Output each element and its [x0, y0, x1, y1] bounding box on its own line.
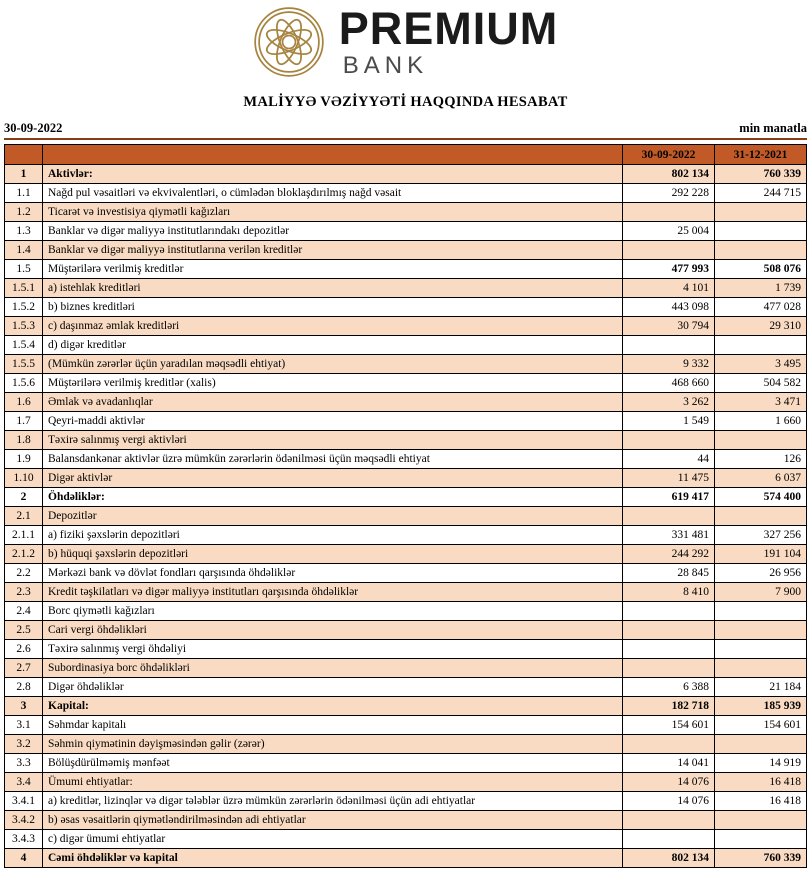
header-cell-label [43, 145, 623, 165]
row-number: 3.2 [5, 735, 43, 754]
table-row [5, 355, 807, 374]
table-row [5, 203, 807, 222]
row-label: Səhmdar kapitalı [43, 716, 623, 735]
row-value-prior: 185 939 [715, 697, 807, 716]
row-label: Balansdankənar aktivlər üzrə mümkün zərərlərin ödənilməsi üçün məqsədli ehtiyat [43, 450, 623, 469]
row-value-current: 8 410 [623, 583, 715, 602]
table-row [5, 602, 807, 621]
row-value-prior [715, 735, 807, 754]
row-value-prior [715, 811, 807, 830]
table-row [5, 792, 807, 811]
row-value-current: 6 388 [623, 678, 715, 697]
row-label: a) istehlak kreditləri [43, 279, 623, 298]
table-row [5, 374, 807, 393]
row-value-prior: 244 715 [715, 184, 807, 203]
row-number: 1.8 [5, 431, 43, 450]
row-value-current: 3 262 [623, 393, 715, 412]
table-row [5, 507, 807, 526]
row-value-current [623, 640, 715, 659]
row-number: 1.5.2 [5, 298, 43, 317]
table-row [5, 697, 807, 716]
row-number: 3.4.1 [5, 792, 43, 811]
row-label: d) digər kreditlər [43, 336, 623, 355]
row-label: Banklar və digər maliyyə institutlarına verilən kreditlər [43, 241, 623, 260]
row-label: Digər öhdəliklər [43, 678, 623, 697]
meta-row [4, 121, 807, 140]
row-number: 1.5.3 [5, 317, 43, 336]
row-value-prior: 154 601 [715, 716, 807, 735]
row-number: 1.9 [5, 450, 43, 469]
row-number: 1.10 [5, 469, 43, 488]
row-number: 3.4 [5, 773, 43, 792]
row-value-current: 28 845 [623, 564, 715, 583]
row-label: Digər aktivlər [43, 469, 623, 488]
table-row [5, 811, 807, 830]
table-row [5, 545, 807, 564]
table-row [5, 659, 807, 678]
row-number: 3.1 [5, 716, 43, 735]
table-row [5, 317, 807, 336]
table-row [5, 640, 807, 659]
table-row [5, 773, 807, 792]
row-value-prior: 7 900 [715, 583, 807, 602]
row-value-current: 331 481 [623, 526, 715, 545]
table-row [5, 431, 807, 450]
row-label: Cari vergi öhdəlikləri [43, 621, 623, 640]
row-value-prior: 760 339 [715, 849, 807, 868]
row-value-prior [715, 203, 807, 222]
row-number: 1.7 [5, 412, 43, 431]
row-value-prior: 327 256 [715, 526, 807, 545]
row-value-prior: 126 [715, 450, 807, 469]
row-number: 2.6 [5, 640, 43, 659]
currency-unit-label: min manatla [739, 121, 807, 135]
row-label: Kapital: [43, 697, 623, 716]
header-cell-number [5, 145, 43, 165]
row-value-current [623, 507, 715, 526]
row-value-prior [715, 241, 807, 260]
row-value-prior: 760 339 [715, 165, 807, 184]
row-value-current: 619 417 [623, 488, 715, 507]
row-value-current [623, 241, 715, 260]
row-value-prior: 574 400 [715, 488, 807, 507]
row-value-prior [715, 222, 807, 241]
row-number: 2.8 [5, 678, 43, 697]
report-header [4, 4, 807, 140]
row-label: Mərkəzi bank və dövlət fondları qarşısında öhdəliklər [43, 564, 623, 583]
row-value-current: 443 098 [623, 298, 715, 317]
row-number: 3.3 [5, 754, 43, 773]
row-value-current: 468 660 [623, 374, 715, 393]
row-number: 3 [5, 697, 43, 716]
row-number: 2 [5, 488, 43, 507]
row-label: a) kreditlər, lizinqlər və digər tələblər üzrə mümkün zərərlərin ödənilməsi üçün adi ehtiyatlar [43, 792, 623, 811]
row-number: 1.5.4 [5, 336, 43, 355]
table-row [5, 849, 807, 868]
row-value-prior: 26 956 [715, 564, 807, 583]
row-label: (Mümkün zərərlər üçün yaradılan məqsədli ehtiyat) [43, 355, 623, 374]
row-value-prior: 29 310 [715, 317, 807, 336]
row-number: 1.6 [5, 393, 43, 412]
row-number: 1.5.1 [5, 279, 43, 298]
logo-brand-name: PREMIUM [338, 3, 559, 54]
row-label: Təxirə salınmış vergi öhdəliyi [43, 640, 623, 659]
table-row [5, 184, 807, 203]
table-row [5, 260, 807, 279]
row-number: 2.1.1 [5, 526, 43, 545]
row-value-prior: 191 104 [715, 545, 807, 564]
row-value-current: 14 041 [623, 754, 715, 773]
row-value-prior [715, 431, 807, 450]
row-number: 1.3 [5, 222, 43, 241]
row-number: 1.5.6 [5, 374, 43, 393]
row-number: 2.1.2 [5, 545, 43, 564]
table-row [5, 583, 807, 602]
row-value-prior: 477 028 [715, 298, 807, 317]
report-title: MALİYYƏ VƏZİYYƏTİ HAQQINDA HESABAT [243, 94, 568, 110]
row-label: Aktivlər: [43, 165, 623, 184]
row-value-prior: 504 582 [715, 374, 807, 393]
row-value-current [623, 621, 715, 640]
row-value-current: 14 076 [623, 773, 715, 792]
row-number: 3.4.3 [5, 830, 43, 849]
header-cell-prior-period: 31-12-2021 [715, 145, 807, 165]
statement-table-body [5, 165, 807, 868]
table-row [5, 298, 807, 317]
row-label: Depozitlər [43, 507, 623, 526]
statement-table [4, 144, 807, 868]
row-label: Kredit təşkilatları və digər maliyyə institutları qarşısında öhdəliklər [43, 583, 623, 602]
table-row [5, 241, 807, 260]
row-value-current: 477 993 [623, 260, 715, 279]
table-row [5, 222, 807, 241]
table-row [5, 830, 807, 849]
row-number: 2.4 [5, 602, 43, 621]
row-value-current: 154 601 [623, 716, 715, 735]
table-row [5, 393, 807, 412]
row-label: Müştərilərə verilmiş kreditlər (xalis) [43, 374, 623, 393]
row-label: b) biznes kreditləri [43, 298, 623, 317]
row-label: c) daşınmaz əmlak kreditləri [43, 317, 623, 336]
row-label: Səhmin qiymətinin dəyişməsindən gəlir (zərər) [43, 735, 623, 754]
row-value-current [623, 336, 715, 355]
row-value-current: 244 292 [623, 545, 715, 564]
row-label: Öhdəliklər: [43, 488, 623, 507]
table-row [5, 621, 807, 640]
row-label: Nağd pul vəsaitləri və ekvivalentləri, o cümlədən bloklaşdırılmış nağd vəsait [43, 184, 623, 203]
row-label: Ticarət və investisiya qiymətli kağızları [43, 203, 623, 222]
table-row [5, 716, 807, 735]
row-value-prior: 3 495 [715, 355, 807, 374]
row-label: Subordinasiya borc öhdəlikləri [43, 659, 623, 678]
row-label: b) əsas vəsaitlərin qiymətləndirilməsindən adi ehtiyatlar [43, 811, 623, 830]
row-value-current: 292 228 [623, 184, 715, 203]
premium-bank-emblem-icon [253, 6, 325, 78]
table-row [5, 279, 807, 298]
row-label: c) digər ümumi ehtiyatlar [43, 830, 623, 849]
row-number: 1.1 [5, 184, 43, 203]
table-row [5, 678, 807, 697]
table-header-row [5, 145, 807, 165]
table-row [5, 735, 807, 754]
row-label: Əmlak və avadanlıqlar [43, 393, 623, 412]
row-value-prior: 16 418 [715, 773, 807, 792]
row-value-prior: 21 184 [715, 678, 807, 697]
row-value-current [623, 659, 715, 678]
row-label: Bölüşdürülməmiş mənfəət [43, 754, 623, 773]
row-number: 1.5 [5, 260, 43, 279]
row-value-current: 802 134 [623, 849, 715, 868]
table-row [5, 754, 807, 773]
table-row [5, 450, 807, 469]
row-number: 2.2 [5, 564, 43, 583]
row-label: Müştərilərə verilmiş kreditlər [43, 260, 623, 279]
row-number: 2.3 [5, 583, 43, 602]
row-value-current [623, 602, 715, 621]
table-row [5, 412, 807, 431]
row-value-current [623, 811, 715, 830]
row-value-prior [715, 602, 807, 621]
row-label: Banklar və digər maliyyə institutlarındakı depozitlər [43, 222, 623, 241]
row-label: Təxirə salınmış vergi aktivləri [43, 431, 623, 450]
row-value-current: 30 794 [623, 317, 715, 336]
row-number: 3.4.2 [5, 811, 43, 830]
row-label: Qeyri-maddi aktivlər [43, 412, 623, 431]
row-number: 2.1 [5, 507, 43, 526]
row-value-current [623, 735, 715, 754]
row-number: 1 [5, 165, 43, 184]
row-value-current: 14 076 [623, 792, 715, 811]
header-cell-current-period: 30-09-2022 [623, 145, 715, 165]
row-value-prior: 14 919 [715, 754, 807, 773]
row-value-prior: 508 076 [715, 260, 807, 279]
row-value-current: 4 101 [623, 279, 715, 298]
row-label: Ümumi ehtiyatlar: [43, 773, 623, 792]
row-value-prior [715, 659, 807, 678]
row-value-current: 182 718 [623, 697, 715, 716]
table-row [5, 469, 807, 488]
table-row [5, 165, 807, 184]
row-value-current: 802 134 [623, 165, 715, 184]
table-row [5, 488, 807, 507]
row-label: Borc qiymətli kağızları [43, 602, 623, 621]
row-label: Cəmi öhdəliklər və kapital [43, 849, 623, 868]
logo-text [338, 3, 559, 79]
row-number: 1.4 [5, 241, 43, 260]
row-value-current: 11 475 [623, 469, 715, 488]
row-value-prior: 6 037 [715, 469, 807, 488]
table-row [5, 526, 807, 545]
row-value-current [623, 203, 715, 222]
row-value-prior [715, 621, 807, 640]
row-number: 2.5 [5, 621, 43, 640]
row-number: 1.5.5 [5, 355, 43, 374]
row-value-current [623, 431, 715, 450]
row-value-prior [715, 830, 807, 849]
row-value-prior [715, 640, 807, 659]
row-value-current: 1 549 [623, 412, 715, 431]
row-value-current: 9 332 [623, 355, 715, 374]
row-number: 2.7 [5, 659, 43, 678]
report-date: 30-09-2022 [4, 121, 63, 135]
row-value-prior: 16 418 [715, 792, 807, 811]
row-label: a) fiziki şəxslərin depozitləri [43, 526, 623, 545]
row-value-prior: 1 660 [715, 412, 807, 431]
premium-bank-logo [4, 4, 807, 78]
row-number: 1.2 [5, 203, 43, 222]
row-value-prior: 1 739 [715, 279, 807, 298]
row-number: 4 [5, 849, 43, 868]
row-value-prior: 3 471 [715, 393, 807, 412]
row-value-current [623, 830, 715, 849]
row-value-current: 25 004 [623, 222, 715, 241]
table-row [5, 564, 807, 583]
row-value-prior [715, 336, 807, 355]
row-value-current: 44 [623, 450, 715, 469]
row-label: b) hüquqi şəxslərin depozitləri [43, 545, 623, 564]
logo-bank-word: BANK [342, 52, 429, 79]
table-row [5, 336, 807, 355]
row-value-prior [715, 507, 807, 526]
